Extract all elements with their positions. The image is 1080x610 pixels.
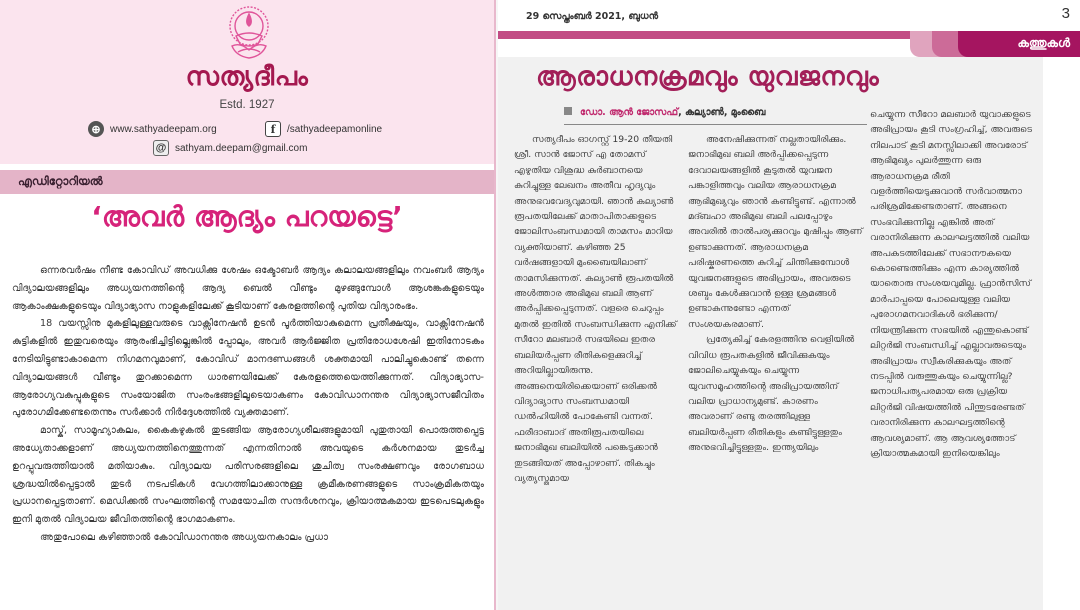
byline-divider — [564, 124, 867, 125]
facebook-link[interactable]: f /sathyadeepamonline — [265, 121, 382, 137]
article-column-1 — [514, 132, 682, 486]
page-number: 3 — [1061, 5, 1070, 22]
article-column-2 — [688, 132, 864, 456]
author-location: , കല്യാൺ, മുംബൈ — [678, 107, 766, 118]
editorial-page — [0, 0, 496, 610]
globe-icon: ⊕ — [88, 121, 104, 137]
brand-name: സത്യദീപം — [185, 62, 309, 92]
paragraph: 18 വയസ്സിനു മുകളിലുള്ളവരുടെ വാക്സിനേഷൻ ഉടൻ പൂർത്തിയാകുമെന്ന പ്രതീക്ഷയും, വാക്സിനേഷൻ കുട്ടികളിൽ ഇതുവരെയും ആരംഭിച്ചിട്ടില്ലെങ്കിൽ പ്പോലും, അവർ ആർജ്ജിത പ്രതിരോധശേഷി ഇതിനോടകം നേടിയിട്ടുണ്ടാകാമെന്ന നിഗമനവുമാണ്, കോവിഡ് മാനദണ്ഡങ്ങൾ ശക്തമായി പാലിച്ചുകൊണ്ട് തന്നെ വിദ്യാലയങ്ങൾ വീണ്ടും തുറക്കാമെന്ന ധാരണയിലേക്ക് കേരളത്തെയെത്തിക്കുന്നത്. വിദ്യാഭ്യാസ-ആരോഗ്യവകുപ്പുകളുടെ സംയോജിത സംരംഭങ്ങളിലൂടെയാകണം കോവിഡാനന്തര വിദ്യാഭ്യാസജീവിതം പുരോഗമിക്കേണ്ടതെന്നും സർക്കാർ നിർദ്ദേശത്തിൽ വ്യക്തമാണ്. — [12, 318, 484, 419]
facebook-icon: f — [265, 121, 281, 137]
article-title: ആരാധനക്രമവും യുവജനവും — [536, 62, 880, 92]
lamp-emblem-icon — [226, 2, 272, 64]
date-line: 29 സെപ്തംബർ 2021, ബുധൻ — [526, 11, 659, 22]
editorial-body — [12, 262, 484, 547]
author-name: ഡോ. ആൻ ജോസഫ് — [580, 107, 679, 118]
section-label: എഡിറ്റോറിയൽ — [18, 174, 103, 188]
established-year: Estd. 1927 — [219, 99, 275, 111]
at-sign-icon: @ — [153, 140, 169, 156]
website-link[interactable]: ⊕ www.sathyadeepam.org — [88, 121, 217, 137]
masthead — [0, 0, 494, 164]
paragraph: ഒന്നരവർഷം നീണ്ട കോവിഡ് അവധിക്കു ശേഷം ഒക്ടോബർ ആദ്യം കലാലയങ്ങളിലും നവംബർ ആദ്യം വിദ്യാലയങ്ങളിലും അധ്യയനത്തിന്റെ ആദ്യ ബെൽ വീണ്ടും മുഴങ്ങുമ്പോൾ ആശങ്കകളുടെയും ആകാംക്ഷകളുടെയും വിദ്യാഭ്യാസ നാളുകളിലേക്ക് കൂടിയാണ് കേരളത്തിന്റെ പുതിയ വിദ്യാരംഭം. — [12, 265, 484, 312]
email-link[interactable]: @ sathyam.deepam@gmail.com — [153, 140, 307, 156]
article-column-3 — [870, 107, 1040, 461]
paragraph: ചെയ്യുന്ന സീറോ മലബാർ യുവാക്കളുടെ അഭിപ്രായം കൂടി സംഗ്രഹിച്ച്, അവരുടെ നിലപാട് കൂടി മനസ്സിലാക്കി അവരോട് ആഭിമുഖ്യം പുലർത്തുന്ന ഒരു ആരാധനക്രമ രീതി വളർത്തിയെടുക്കുവാൻ സർവാത്മനാ പരിശ്രമിക്കേണ്ടതാണ്. അങ്ങനെ സംഭവിക്കുന്നില്ല എങ്കിൽ അത് വരാനിരിക്കുന്ന കാലഘട്ടത്തിൽ വലിയ അപകടത്തിലേക്ക് സഭാനൗകയെ കൊണ്ടെത്തിക്കും എന്ന കാര്യത്തിൽ യാതൊരു സംശയവുമില്ല. ഫ്രാൻസിസ് മാർപാപ്പയെ പോലെയുള്ള വലിയ പുരോഗമനവാദികൾ ഭരിക്കുന്ന/നിയന്ത്രിക്കുന്ന സഭയിൽ എന്തുകൊണ്ട് ലിറ്റർജി സംബന്ധിച്ച് എല്ലാവരുടെയും അഭിപ്രായം സ്വീകരിക്കുകയും അത് നടപ്പിൽ വരുത്തുകയും ചെയ്യുന്നില്ല? ജനാധിപത്യപരമായ ഒരു പ്രക്രിയ ലിറ്റർജി വിഷയത്തിൽ പിന്തുടരേണ്ടത് വരാനിരിക്കുന്ന കാലഘട്ടത്തിന്റെ ആവശ്യമാണ്. ആ ആവശ്യത്തോട് ക്രിയാത്മകമായി ഇനിയെങ്കിലും — [870, 109, 1033, 459]
paragraph: അനേഷിക്കുന്നത് നല്ലതായിരിക്കും. ജനാഭിമുഖ ബലി അർപ്പിക്കപ്പെടുന്ന ദേവാലയങ്ങളിൽ കൂടുതൽ യുവജന പങ്കാളിത്തവും വലിയ ആരാധനക്രമ ആഭിമുഖ്യവും ഞാൻ കണ്ടിട്ടുണ്ട്. എന്നാൽ മദ്ബഹാ അഭിമുഖ ബലി പലപ്പോഴും അവരിൽ താൽപര്യക്കുറവും മുഷിപ്പും ആണ് ഉണ്ടാക്കുന്നത്. ആരാധനക്രമ പരിഷ്കരണത്തെ കുറിച്ച് ചിന്തിക്കുമ്പോൾ യുവജനങ്ങളുടെ അഭിപ്രായം, അവരുടെ ശബ്ദം കേൾക്കുവാൻ ഉള്ള ശ്രമങ്ങൾ ഉണ്ടാകുന്നുണ്ടോ എന്നത് സംശയകരമാണ്. — [688, 134, 863, 330]
editorial-title: ‘അവർ ആദ്യം പറയട്ടെ’ — [91, 200, 403, 233]
byline — [564, 107, 765, 118]
section-tab-label: കത്തുകൾ — [1017, 36, 1070, 50]
square-bullet-icon — [564, 107, 572, 115]
paragraph: അതുപോലെ കഴിഞ്ഞാൽ കോവിഡാനന്തര അധ്യയനകാലം പ്രധാ — [40, 531, 328, 543]
paragraph: പ്രത്യേകിച്ച് കേരളത്തിനു വെളിയിൽ വിവിധ രൂപതകളിൽ ജീവിക്കുകയും ജോലിചെയ്യുകയും ചെയ്യുന്ന യുവസമൂഹത്തിന്റെ അഭിപ്രായത്തിന് വലിയ പ്രാധാന്യമുണ്ട്. കാരണം അവരാണ് രണ്ടു തരത്തിലുള്ള ബലിയർപ്പണ രീതികളും കണ്ടിട്ടുള്ളതും അനുഭവിച്ചിട്ടുള്ളതും. ഇന്ത്യയിലും — [688, 334, 855, 454]
paragraph: മാസ്ക്, സാമൂഹ്യാകലം, കൈകഴുകൽ തുടങ്ങിയ ആരോഗ്യശീലങ്ങളുമായി പുതുതായി പൊരുത്തപ്പെട്ട അധ്യേതാക്കളാണ് അധ്യയനത്തിനെത്തുന്നത് എന്നതിനാൽ അവയുടെ കർശനമായ തുടർച്ച ഉറപ്പുവരുത്തിയാൽ മതിയാകും. വിദ്യാലയ പരിസരങ്ങളിലെ ശുചിത്വ സംരക്ഷണവും രോഗബാധ ശ്രദ്ധയിൽപ്പെട്ടാൽ തുടർ നടപടികൾ വേഗത്തിലാക്കാനുള്ള ക്രമീകരണങ്ങളുടെ സാംക്രമികതയും പ്രധാനപ്പെട്ടതാണ്. മെഡിക്കൽ സംഘത്തിന്റെ സമയോചിത സന്ദർശനവും, ക്രിയാത്മകമായ ഇടപെടലുകളും ഇനി മുതൽ വിദ്യാലയ ജീവിതത്തിന്റെ ഭാഗമാകണം. — [12, 425, 484, 526]
paragraph: സത്യദീപം ഓഗസ്റ്റ് 19-20 തീയതി ശ്രീ. സാൻ ജോസ് എ തോമസ് എഴുതിയ വിശുദ്ധ കുർബാനയെ കുറിച്ചുള്ള ലേഖനം അതീവ ഹൃദ്യവും അനുഭവവേദ്യവുമായി. ഞാൻ കല്യാൺ രൂപതയിലേക്ക് മാതാപിതാക്കളുടെ ജോലിസംബന്ധമായി താമസം മാറിയ വ്യക്തിയാണ്. കഴിഞ്ഞ 25 വർഷങ്ങളായി മുംബൈയിലാണ് താമസിക്കുന്നത്. കല്യാൺ രൂപതയിൽ അൾത്താര അഭിമുഖ ബലി ആണ് അർപ്പിക്കപ്പെടുന്നത്. വളരെ ചെറുപ്പം മുതൽ ഇതിൽ സംബന്ധിക്കുന്ന എനിക്ക് സീറോ മലബാർ സഭയിലെ ഇതര ബലിയർപ്പണ രീതികളെക്കുറിച്ച് അറിയില്ലായിരുന്നു. അങ്ങനെയിരിക്കെയാണ് ഒരിക്കൽ വിദ്യാഭ്യാസ സംബന്ധമായി ഡൽഹിയിൽ പോകേണ്ടി വന്നത്. ഫരീദാബാദ് അതിരൂപതയിലെ ജനാഭിമുഖ ബലിയിൽ പങ്കെടുക്കാൻ തുടങ്ങിയത് അപ്പോഴാണ്. തികച്ചും വ്യത്യസ്തമായ — [514, 134, 677, 484]
section-bar-editorial — [0, 170, 494, 194]
letters-page — [498, 0, 1080, 610]
